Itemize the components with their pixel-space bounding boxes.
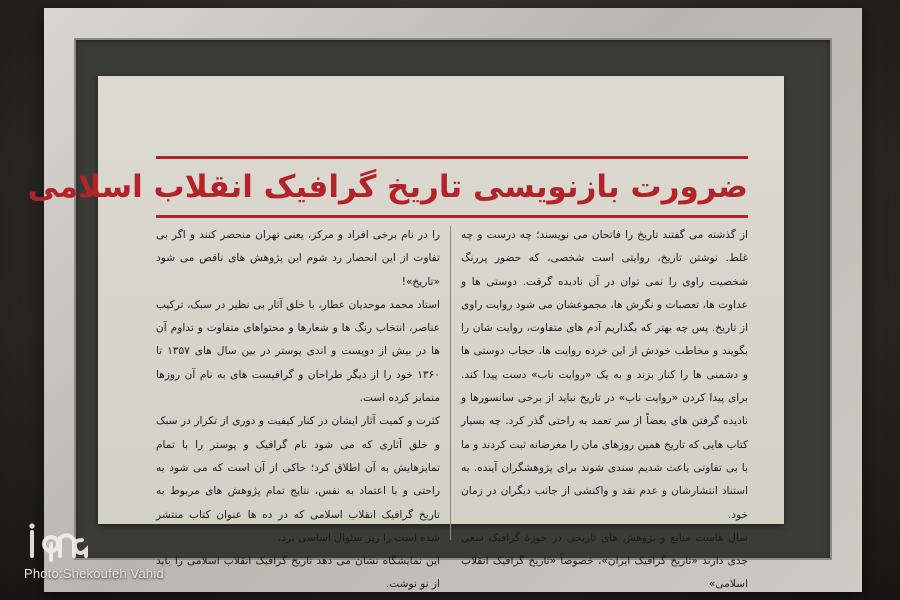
photo-credit: Photo:Shekoufeh Vahid	[24, 566, 164, 581]
title-rule-bottom	[156, 215, 748, 218]
title-rule-top	[156, 156, 748, 159]
poster-title: ضرورت بازنویسی تاریخ گرافیک انقلاب اسلامی	[27, 169, 748, 205]
left-paragraph: کثرت و کمیت آثار ایشان در کنار کیفیت و دوری از تکرار در سبک و خلق آثاری که می شود نام گرافیک و پوستر را با تمام تمایزهایش به آن اطلاق کرد؛ حاکی از آن است که می شود به راحتی و با اعتماد به نفس، نتایج تمام پژوهش های مربوط به تاریخ گرافیک انقلاب اسلامی که در ده ها عنوان کتاب منتشر شده است را زیر سئوال اساسی برد.	[156, 415, 440, 544]
right-paragraph: از گذشته می گفتند تاریخ را فاتحان می نویسند؛ چه درست و چه غلط. نوشتن تاریخ، روایتی است شخصی، که حضور پررنگ شخصیت راوی را نمی توان در آن نادیده گرفت. دوستی ها و عداوت ها، تعصبات و نگرش ها، مجموعشان می شود روایت راوی از تاریخ. پس چه بهتر که بگذاریم آدم های متفاوت، روایت شان را بگویند و مخاطب خودش از این خرده روایت ها، حجاب دوستی ها و دشمنی ها را کنار بزند و به یک «روایت ناب» دست پیدا کند. برای پیدا کردن «روایت ناب» در تاریخ نباید از برخی سانسورها و نادیده گرفتن های بعضاً از سر تعمد به راحتی گذر کرد. چه بسیار کتاب هایی که تاریخ همین روزهای مان را مغرضانه ثبت کردند و ما با بی تفاوتی باعث شدیم سندی شوند برای پژوهشگران آینده. به استناد انتشارشان و عدم نقد و واکنشی از جانب دیگران در زمان خود.	[461, 229, 748, 521]
text-column-left	[156, 224, 440, 597]
iqna-logo-icon	[22, 522, 92, 564]
left-paragraph: را در نام برخی افراد و مرکز، یعنی تهران منحصر کنند و اگر بی تفاوت از این انحصار رد شوم این پژوهش های ناقص می شود «تاریخ»!	[156, 229, 440, 288]
right-paragraph: سال هاست منابع و پژوهش های تاریخی در حوزۀ گرافیک سعی جدی دارند «تاریخ گرافیک ایران»، خصوصاً «تاریخ گرافیک انقلاب اسلامی»	[461, 531, 748, 591]
left-paragraph: استاد محمد موحدیان عطار، با خلق آثار بی نظیر در سبک، ترکیب عناصر، انتخاب رنگ ها و شعارها و محتواهای متفاوت و تداوم آن ها در بیش از دویست و اندی پوستر در بین سال های ۱۳۵۷ تا ۱۳۶۰ خود را از دیگر طراحان و گرافیست های به نام آن روزها متمایز کرده است.	[156, 298, 440, 405]
column-divider	[450, 226, 451, 540]
text-column-right	[461, 224, 748, 597]
picture-frame	[27, 8, 862, 592]
left-paragraph: این نمایشگاه نشان می دهد تاریخ گرافیک انقلاب اسلامی را باید از نو نوشت.	[156, 555, 440, 591]
